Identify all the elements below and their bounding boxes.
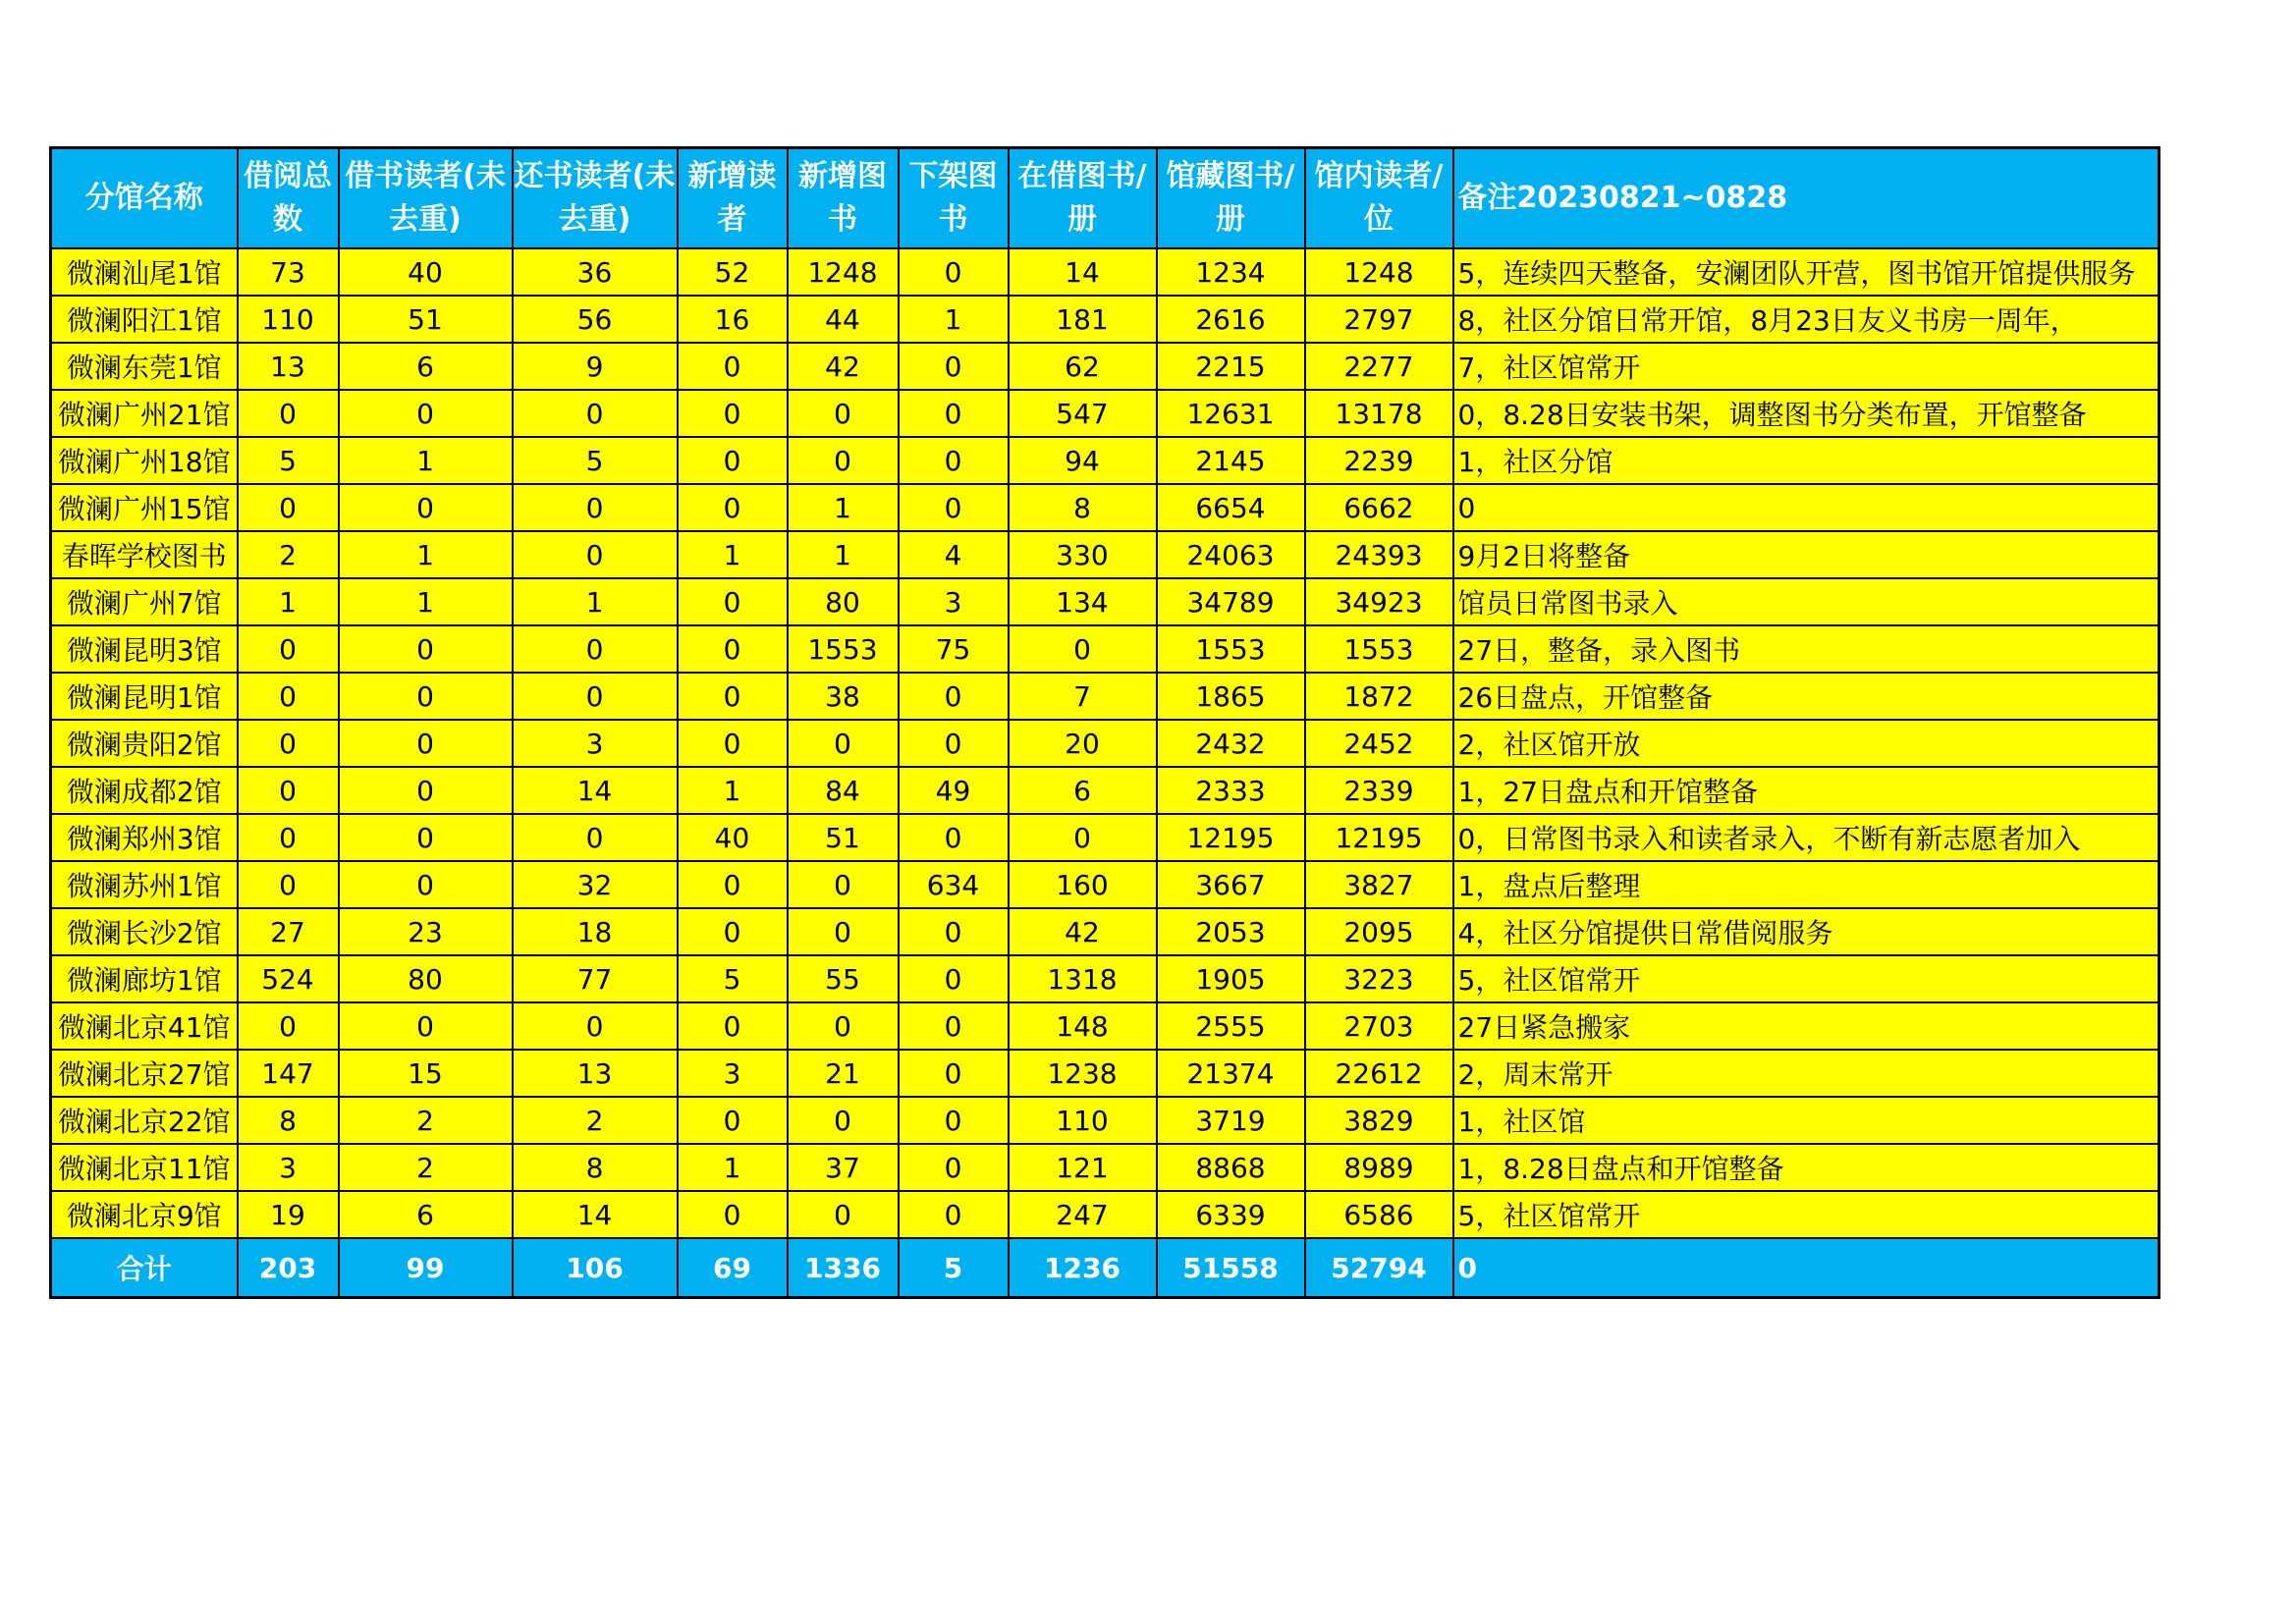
collection-size-cell: 2215 <box>1157 343 1305 390</box>
collection-size-cell: 2555 <box>1157 1002 1305 1050</box>
new-books-cell: 0 <box>788 1002 899 1050</box>
returning-readers-cell: 0 <box>513 1002 678 1050</box>
collection-size-cell: 21374 <box>1157 1050 1305 1097</box>
branch-name-cell: 微澜北京22馆 <box>51 1097 238 1144</box>
new-readers-cell: 1 <box>678 531 788 578</box>
books-on-loan-cell: 14 <box>1009 248 1157 296</box>
header-collection-size: 馆藏图书/册 <box>1157 148 1305 249</box>
returning-readers-cell: 0 <box>513 484 678 531</box>
returning-readers-cell: 8 <box>513 1144 678 1191</box>
new-books-cell: 0 <box>788 1097 899 1144</box>
new-books-cell: 51 <box>788 814 899 861</box>
books-on-loan-cell: 7 <box>1009 673 1157 720</box>
total-loans-cell: 0 <box>238 767 339 814</box>
total-cell: 69 <box>678 1238 788 1298</box>
table-row <box>51 1191 2159 1238</box>
branch-name-cell: 微澜阳江1馆 <box>51 296 238 343</box>
removed-books-cell: 0 <box>899 1050 1009 1097</box>
header-new-readers: 新增读者 <box>678 148 788 249</box>
borrowing-readers-cell: 1 <box>339 578 513 625</box>
new-readers-cell: 0 <box>678 1002 788 1050</box>
collection-size-cell: 2333 <box>1157 767 1305 814</box>
note-cell: 2，社区馆开放 <box>1453 720 2159 767</box>
table-row <box>51 296 2159 343</box>
total-loans-cell: 147 <box>238 1050 339 1097</box>
returning-readers-cell: 18 <box>513 908 678 955</box>
borrowing-readers-cell: 2 <box>339 1144 513 1191</box>
branch-name-cell: 微澜广州7馆 <box>51 578 238 625</box>
table-row <box>51 1002 2159 1050</box>
removed-books-cell: 0 <box>899 720 1009 767</box>
table-row <box>51 861 2159 908</box>
borrowing-readers-cell: 0 <box>339 390 513 437</box>
table-row <box>51 625 2159 673</box>
total-loans-cell: 3 <box>238 1144 339 1191</box>
returning-readers-cell: 2 <box>513 1097 678 1144</box>
new-books-cell: 42 <box>788 343 899 390</box>
new-readers-cell: 0 <box>678 390 788 437</box>
collection-size-cell: 2432 <box>1157 720 1305 767</box>
note-cell: 1，27日盘点和开馆整备 <box>1453 767 2159 814</box>
borrowing-readers-cell: 23 <box>339 908 513 955</box>
note-cell: 2，周末常开 <box>1453 1050 2159 1097</box>
header-removed-books: 下架图书 <box>899 148 1009 249</box>
registered-readers-cell: 3827 <box>1305 861 1453 908</box>
registered-readers-cell: 2339 <box>1305 767 1453 814</box>
total-loans-cell: 13 <box>238 343 339 390</box>
books-on-loan-cell: 94 <box>1009 437 1157 484</box>
borrowing-readers-cell: 1 <box>339 437 513 484</box>
returning-readers-cell: 0 <box>513 531 678 578</box>
collection-size-cell: 2053 <box>1157 908 1305 955</box>
new-books-cell: 1553 <box>788 625 899 673</box>
new-books-cell: 0 <box>788 720 899 767</box>
borrowing-readers-cell: 51 <box>339 296 513 343</box>
books-on-loan-cell: 181 <box>1009 296 1157 343</box>
total-cell: 106 <box>513 1238 678 1298</box>
branch-name-cell: 微澜广州21馆 <box>51 390 238 437</box>
books-on-loan-cell: 0 <box>1009 625 1157 673</box>
table-body <box>51 248 2159 1238</box>
table-row <box>51 484 2159 531</box>
borrowing-readers-cell: 40 <box>339 248 513 296</box>
branch-name-cell: 微澜东莞1馆 <box>51 343 238 390</box>
books-on-loan-cell: 547 <box>1009 390 1157 437</box>
books-on-loan-cell: 330 <box>1009 531 1157 578</box>
total-loans-cell: 0 <box>238 861 339 908</box>
registered-readers-cell: 1872 <box>1305 673 1453 720</box>
collection-size-cell: 2145 <box>1157 437 1305 484</box>
table-row <box>51 720 2159 767</box>
removed-books-cell: 0 <box>899 248 1009 296</box>
table-row <box>51 1097 2159 1144</box>
note-cell: 0 <box>1453 484 2159 531</box>
new-books-cell: 80 <box>788 578 899 625</box>
note-cell: 9月2日将整备 <box>1453 531 2159 578</box>
total-loans-cell: 0 <box>238 1002 339 1050</box>
books-on-loan-cell: 6 <box>1009 767 1157 814</box>
table-row <box>51 908 2159 955</box>
new-readers-cell: 52 <box>678 248 788 296</box>
note-cell: 0，日常图书录入和读者录入，不断有新志愿者加入 <box>1453 814 2159 861</box>
collection-size-cell: 12195 <box>1157 814 1305 861</box>
returning-readers-cell: 0 <box>513 390 678 437</box>
borrowing-readers-cell: 1 <box>339 531 513 578</box>
books-on-loan-cell: 247 <box>1009 1191 1157 1238</box>
header-notes: 备注20230821~0828 <box>1453 148 2159 249</box>
header-borrowing-readers: 借书读者(未去重) <box>339 148 513 249</box>
new-books-cell: 1248 <box>788 248 899 296</box>
removed-books-cell: 0 <box>899 673 1009 720</box>
table-row <box>51 814 2159 861</box>
registered-readers-cell: 1553 <box>1305 625 1453 673</box>
note-cell: 5，社区馆常开 <box>1453 955 2159 1002</box>
branch-name-cell: 微澜苏州1馆 <box>51 861 238 908</box>
registered-readers-cell: 13178 <box>1305 390 1453 437</box>
total-label: 合计 <box>51 1238 238 1298</box>
collection-size-cell: 24063 <box>1157 531 1305 578</box>
new-readers-cell: 0 <box>678 343 788 390</box>
collection-size-cell: 1865 <box>1157 673 1305 720</box>
registered-readers-cell: 2703 <box>1305 1002 1453 1050</box>
borrowing-readers-cell: 0 <box>339 484 513 531</box>
registered-readers-cell: 1248 <box>1305 248 1453 296</box>
total-cell: 203 <box>238 1238 339 1298</box>
collection-size-cell: 6654 <box>1157 484 1305 531</box>
new-readers-cell: 16 <box>678 296 788 343</box>
borrowing-readers-cell: 0 <box>339 1002 513 1050</box>
registered-readers-cell: 3829 <box>1305 1097 1453 1144</box>
new-books-cell: 1 <box>788 531 899 578</box>
books-on-loan-cell: 42 <box>1009 908 1157 955</box>
collection-size-cell: 12631 <box>1157 390 1305 437</box>
branch-name-cell: 微澜广州18馆 <box>51 437 238 484</box>
total-loans-cell: 8 <box>238 1097 339 1144</box>
new-books-cell: 84 <box>788 767 899 814</box>
branch-name-cell: 微澜北京11馆 <box>51 1144 238 1191</box>
returning-readers-cell: 5 <box>513 437 678 484</box>
registered-readers-cell: 2095 <box>1305 908 1453 955</box>
branch-name-cell: 微澜成都2馆 <box>51 767 238 814</box>
total-row <box>51 1238 2159 1298</box>
collection-size-cell: 8868 <box>1157 1144 1305 1191</box>
books-on-loan-cell: 8 <box>1009 484 1157 531</box>
new-readers-cell: 0 <box>678 673 788 720</box>
new-readers-cell: 0 <box>678 437 788 484</box>
new-books-cell: 0 <box>788 1191 899 1238</box>
total-loans-cell: 5 <box>238 437 339 484</box>
table-row <box>51 955 2159 1002</box>
total-loans-cell: 2 <box>238 531 339 578</box>
header-returning-readers: 还书读者(未去重) <box>513 148 678 249</box>
removed-books-cell: 75 <box>899 625 1009 673</box>
new-books-cell: 1 <box>788 484 899 531</box>
removed-books-cell: 0 <box>899 437 1009 484</box>
new-books-cell: 37 <box>788 1144 899 1191</box>
removed-books-cell: 0 <box>899 484 1009 531</box>
total-loans-cell: 0 <box>238 390 339 437</box>
registered-readers-cell: 12195 <box>1305 814 1453 861</box>
collection-size-cell: 1905 <box>1157 955 1305 1002</box>
total-loans-cell: 0 <box>238 720 339 767</box>
note-cell: 1，8.28日盘点和开馆整备 <box>1453 1144 2159 1191</box>
registered-readers-cell: 2797 <box>1305 296 1453 343</box>
removed-books-cell: 0 <box>899 955 1009 1002</box>
note-cell: 26日盘点，开馆整备 <box>1453 673 2159 720</box>
new-readers-cell: 3 <box>678 1050 788 1097</box>
collection-size-cell: 1234 <box>1157 248 1305 296</box>
collection-size-cell: 2616 <box>1157 296 1305 343</box>
returning-readers-cell: 14 <box>513 1191 678 1238</box>
new-readers-cell: 5 <box>678 955 788 1002</box>
removed-books-cell: 0 <box>899 343 1009 390</box>
borrowing-readers-cell: 0 <box>339 720 513 767</box>
borrowing-readers-cell: 6 <box>339 1191 513 1238</box>
new-books-cell: 0 <box>788 437 899 484</box>
books-on-loan-cell: 121 <box>1009 1144 1157 1191</box>
branch-name-cell: 微澜郑州3馆 <box>51 814 238 861</box>
new-readers-cell: 0 <box>678 1097 788 1144</box>
table-row <box>51 1144 2159 1191</box>
borrowing-readers-cell: 0 <box>339 814 513 861</box>
branch-name-cell: 微澜北京9馆 <box>51 1191 238 1238</box>
borrowing-readers-cell: 0 <box>339 673 513 720</box>
total-loans-cell: 0 <box>238 814 339 861</box>
collection-size-cell: 6339 <box>1157 1191 1305 1238</box>
books-on-loan-cell: 1238 <box>1009 1050 1157 1097</box>
note-cell: 5，社区馆常开 <box>1453 1191 2159 1238</box>
borrowing-readers-cell: 0 <box>339 767 513 814</box>
registered-readers-cell: 24393 <box>1305 531 1453 578</box>
note-cell: 1，社区分馆 <box>1453 437 2159 484</box>
new-readers-cell: 0 <box>678 484 788 531</box>
new-readers-cell: 40 <box>678 814 788 861</box>
borrowing-readers-cell: 0 <box>339 861 513 908</box>
registered-readers-cell: 2277 <box>1305 343 1453 390</box>
note-cell: 1，社区馆 <box>1453 1097 2159 1144</box>
returning-readers-cell: 77 <box>513 955 678 1002</box>
total-loans-cell: 1 <box>238 578 339 625</box>
new-books-cell: 21 <box>788 1050 899 1097</box>
new-books-cell: 0 <box>788 908 899 955</box>
new-books-cell: 55 <box>788 955 899 1002</box>
new-readers-cell: 0 <box>678 720 788 767</box>
collection-size-cell: 3667 <box>1157 861 1305 908</box>
table-row <box>51 343 2159 390</box>
table-row <box>51 767 2159 814</box>
new-books-cell: 0 <box>788 861 899 908</box>
table-row <box>51 248 2159 296</box>
total-note: 0 <box>1453 1238 2159 1298</box>
new-readers-cell: 0 <box>678 625 788 673</box>
table-row <box>51 390 2159 437</box>
removed-books-cell: 4 <box>899 531 1009 578</box>
header-registered-readers: 馆内读者/位 <box>1305 148 1453 249</box>
new-readers-cell: 0 <box>678 1191 788 1238</box>
removed-books-cell: 0 <box>899 390 1009 437</box>
new-readers-cell: 0 <box>678 908 788 955</box>
branch-name-cell: 微澜北京41馆 <box>51 1002 238 1050</box>
registered-readers-cell: 3223 <box>1305 955 1453 1002</box>
header-total-loans: 借阅总数 <box>238 148 339 249</box>
books-on-loan-cell: 160 <box>1009 861 1157 908</box>
removed-books-cell: 3 <box>899 578 1009 625</box>
header-row <box>51 148 2159 249</box>
registered-readers-cell: 22612 <box>1305 1050 1453 1097</box>
registered-readers-cell: 6662 <box>1305 484 1453 531</box>
new-readers-cell: 0 <box>678 578 788 625</box>
note-cell: 0，8.28日安装书架，调整图书分类布置，开馆整备 <box>1453 390 2159 437</box>
returning-readers-cell: 0 <box>513 814 678 861</box>
returning-readers-cell: 1 <box>513 578 678 625</box>
total-cell: 5 <box>899 1238 1009 1298</box>
branch-name-cell: 微澜北京27馆 <box>51 1050 238 1097</box>
books-on-loan-cell: 62 <box>1009 343 1157 390</box>
collection-size-cell: 34789 <box>1157 578 1305 625</box>
returning-readers-cell: 56 <box>513 296 678 343</box>
books-on-loan-cell: 20 <box>1009 720 1157 767</box>
removed-books-cell: 0 <box>899 1097 1009 1144</box>
new-books-cell: 0 <box>788 390 899 437</box>
table-row <box>51 1050 2159 1097</box>
removed-books-cell: 0 <box>899 1191 1009 1238</box>
borrowing-readers-cell: 80 <box>339 955 513 1002</box>
removed-books-cell: 0 <box>899 814 1009 861</box>
total-cell: 1236 <box>1009 1238 1157 1298</box>
registered-readers-cell: 2239 <box>1305 437 1453 484</box>
returning-readers-cell: 13 <box>513 1050 678 1097</box>
removed-books-cell: 1 <box>899 296 1009 343</box>
removed-books-cell: 49 <box>899 767 1009 814</box>
note-cell: 5，连续四天整备，安澜团队开营，图书馆开馆提供服务 <box>1453 248 2159 296</box>
note-cell: 7，社区馆常开 <box>1453 343 2159 390</box>
note-cell: 8，社区分馆日常开馆，8月23日友义书房一周年， <box>1453 296 2159 343</box>
returning-readers-cell: 0 <box>513 625 678 673</box>
branch-name-cell: 微澜昆明3馆 <box>51 625 238 673</box>
total-loans-cell: 110 <box>238 296 339 343</box>
new-books-cell: 38 <box>788 673 899 720</box>
borrowing-readers-cell: 0 <box>339 625 513 673</box>
removed-books-cell: 0 <box>899 908 1009 955</box>
total-loans-cell: 19 <box>238 1191 339 1238</box>
new-readers-cell: 1 <box>678 1144 788 1191</box>
header-branch-name: 分馆名称 <box>51 148 238 249</box>
returning-readers-cell: 14 <box>513 767 678 814</box>
returning-readers-cell: 3 <box>513 720 678 767</box>
total-loans-cell: 524 <box>238 955 339 1002</box>
branch-name-cell: 春晖学校图书 <box>51 531 238 578</box>
branch-name-cell: 微澜广州15馆 <box>51 484 238 531</box>
total-loans-cell: 27 <box>238 908 339 955</box>
branch-name-cell: 微澜长沙2馆 <box>51 908 238 955</box>
returning-readers-cell: 0 <box>513 673 678 720</box>
branch-name-cell: 微澜贵阳2馆 <box>51 720 238 767</box>
removed-books-cell: 634 <box>899 861 1009 908</box>
library-stats-table <box>49 146 2160 1299</box>
books-on-loan-cell: 148 <box>1009 1002 1157 1050</box>
borrowing-readers-cell: 15 <box>339 1050 513 1097</box>
registered-readers-cell: 2452 <box>1305 720 1453 767</box>
collection-size-cell: 1553 <box>1157 625 1305 673</box>
books-on-loan-cell: 0 <box>1009 814 1157 861</box>
new-books-cell: 44 <box>788 296 899 343</box>
note-cell: 馆员日常图书录入 <box>1453 578 2159 625</box>
table-row <box>51 578 2159 625</box>
registered-readers-cell: 6586 <box>1305 1191 1453 1238</box>
header-books-on-loan: 在借图书/册 <box>1009 148 1157 249</box>
total-loans-cell: 0 <box>238 484 339 531</box>
total-loans-cell: 0 <box>238 625 339 673</box>
removed-books-cell: 0 <box>899 1144 1009 1191</box>
returning-readers-cell: 32 <box>513 861 678 908</box>
note-cell: 1，盘点后整理 <box>1453 861 2159 908</box>
books-on-loan-cell: 110 <box>1009 1097 1157 1144</box>
total-cell: 1336 <box>788 1238 899 1298</box>
total-cell: 51558 <box>1157 1238 1305 1298</box>
borrowing-readers-cell: 2 <box>339 1097 513 1144</box>
returning-readers-cell: 36 <box>513 248 678 296</box>
table-row <box>51 437 2159 484</box>
note-cell: 4，社区分馆提供日常借阅服务 <box>1453 908 2159 955</box>
new-readers-cell: 1 <box>678 767 788 814</box>
branch-name-cell: 微澜廊坊1馆 <box>51 955 238 1002</box>
total-cell: 52794 <box>1305 1238 1453 1298</box>
branch-name-cell: 微澜昆明1馆 <box>51 673 238 720</box>
registered-readers-cell: 34923 <box>1305 578 1453 625</box>
header-new-books: 新增图书 <box>788 148 899 249</box>
branch-name-cell: 微澜汕尾1馆 <box>51 248 238 296</box>
returning-readers-cell: 9 <box>513 343 678 390</box>
collection-size-cell: 3719 <box>1157 1097 1305 1144</box>
removed-books-cell: 0 <box>899 1002 1009 1050</box>
note-cell: 27日，整备，录入图书 <box>1453 625 2159 673</box>
table-row <box>51 531 2159 578</box>
registered-readers-cell: 8989 <box>1305 1144 1453 1191</box>
borrowing-readers-cell: 6 <box>339 343 513 390</box>
table-row <box>51 673 2159 720</box>
total-loans-cell: 0 <box>238 673 339 720</box>
new-readers-cell: 0 <box>678 861 788 908</box>
note-cell: 27日紧急搬家 <box>1453 1002 2159 1050</box>
total-cell: 99 <box>339 1238 513 1298</box>
books-on-loan-cell: 134 <box>1009 578 1157 625</box>
total-loans-cell: 73 <box>238 248 339 296</box>
books-on-loan-cell: 1318 <box>1009 955 1157 1002</box>
